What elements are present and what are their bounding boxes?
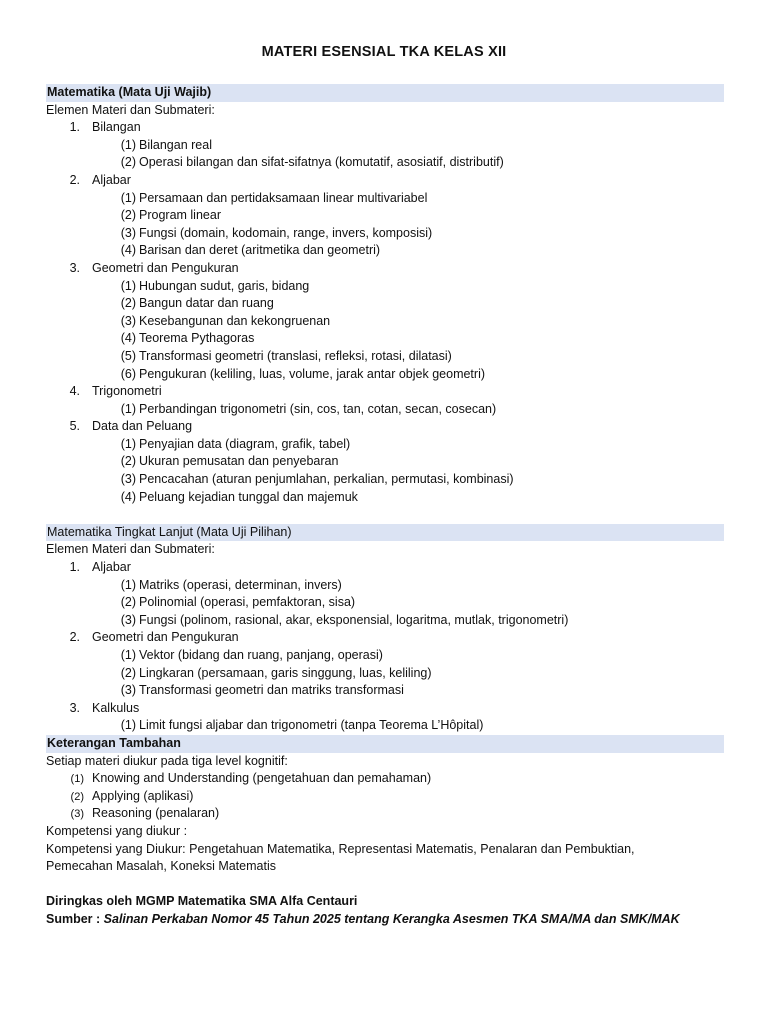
cognitive-level-list [46, 770, 724, 823]
subtopic-item [46, 207, 724, 225]
subtopic-label: Perbandingan trigonometri (sin, cos, tan, cotan, secan, cosecan) [139, 401, 497, 416]
subtopic-item [46, 612, 724, 630]
kompetensi-line-2: Pemecahan Masalah, Koneksi Matematis [46, 859, 276, 874]
subtopic-number: (2) [120, 296, 136, 311]
source-line [46, 911, 724, 929]
subtopic-number: (4) [120, 243, 136, 258]
subtopic-label: Program linear [139, 208, 221, 223]
subtopic-number: (1) [120, 401, 136, 416]
section-header-keterangan-tambahan: Keterangan Tambahan [46, 735, 724, 753]
topic-number: 1. [69, 560, 80, 575]
subtopic-item [46, 717, 724, 735]
subtopic-label: Pencacahan (aturan penjumlahan, perkalian, permutasi, kombinasi) [139, 472, 514, 487]
subtopic-label: Bangun datar dan ruang [139, 296, 274, 311]
subtopic-label: Polinomial (operasi, pemfaktoran, sisa) [139, 595, 356, 610]
topic-list-mata-uji-wajib [46, 119, 724, 506]
subtopic-number: (1) [120, 718, 136, 733]
section-header-mata-uji-wajib: Matematika (Mata Uji Wajib) [46, 84, 724, 102]
subtopic-number: (3) [120, 683, 136, 698]
subtopic-item [46, 137, 724, 155]
subtopic-number: (3) [120, 313, 136, 328]
subtopic-item [46, 348, 724, 366]
topic-number: 3. [69, 700, 80, 715]
cognitive-level-number: (3) [70, 808, 84, 821]
topic-item [46, 172, 724, 190]
topic-item [46, 559, 724, 577]
subtopic-label: Kesebangunan dan kekongruenan [139, 313, 331, 328]
topic-item [46, 418, 724, 436]
subtopic-label: Teorema Pythagoras [139, 331, 255, 346]
subtopic-item [46, 190, 724, 208]
cognitive-level-label: Applying (aplikasi) [92, 788, 194, 803]
cognitive-level-label: Reasoning (penalaran) [92, 806, 220, 821]
subtopic-item [46, 330, 724, 348]
topic-label: Kalkulus [92, 700, 140, 715]
document-body [46, 84, 724, 929]
subtopic-number: (4) [120, 331, 136, 346]
subtopic-label: Ukuran pemusatan dan penyebaran [139, 454, 339, 469]
topic-number: 4. [69, 384, 80, 399]
subtopic-number: (6) [120, 366, 136, 381]
subtopic-label: Vektor (bidang dan ruang, panjang, operasi) [139, 648, 383, 662]
cognitive-level-number: (1) [70, 773, 84, 786]
subtopic-item [46, 313, 724, 331]
subtopic-item [46, 682, 724, 700]
subtopic-label: Bilangan real [139, 137, 212, 152]
subtopic-label: Operasi bilangan dan sifat-sifatnya (komutatif, asosiatif, distributif) [139, 155, 504, 170]
topic-number: 1. [69, 120, 80, 135]
section-intro: Elemen Materi dan Submateri: [46, 542, 215, 557]
subtopic-item [46, 242, 724, 260]
subtopic-label: Penyajian data (diagram, grafik, tabel) [139, 436, 351, 451]
subtopic-item [46, 366, 724, 384]
topic-item [46, 260, 724, 278]
topic-item [46, 700, 724, 718]
subtopic-number: (2) [120, 595, 136, 610]
cognitive-level-item [46, 770, 724, 788]
kompetensi-line-1: Kompetensi yang Diukur: Pengetahuan Matematika, Representasi Matematis, Penalaran dan Pembuktian, [46, 841, 635, 856]
subtopic-number: (1) [120, 137, 136, 152]
subtopic-label: Fungsi (domain, kodomain, range, invers, komposisi) [139, 225, 433, 240]
cognitive-level-item [46, 805, 724, 823]
cognitive-level-number: (2) [70, 790, 84, 803]
topic-label: Aljabar [92, 560, 131, 575]
subtopic-item [46, 401, 724, 419]
section-header-mata-uji-pilihan: Matematika Tingkat Lanjut (Mata Uji Pilihan) [46, 524, 724, 542]
subtopic-label: Hubungan sudut, garis, bidang [139, 278, 310, 293]
topic-label: Bilangan [92, 120, 141, 135]
subtopic-label: Limit fungsi aljabar dan trigonometri (tanpa Teorema L’Hôpital) [139, 718, 484, 733]
topic-number: 2. [69, 172, 80, 187]
subtopic-item [46, 225, 724, 243]
cognitive-levels-intro: Setiap materi diukur pada tiga level kognitif: [46, 753, 288, 768]
credit-line: Diringkas oleh MGMP Matematika SMA Alfa Centauri [46, 894, 358, 909]
topic-item [46, 119, 724, 137]
spacer [46, 506, 724, 524]
subtopic-number: (4) [120, 489, 136, 504]
subtopic-label: Peluang kejadian tunggal dan majemuk [139, 489, 358, 504]
spacer [46, 876, 724, 894]
subtopic-label: Matriks (operasi, determinan, invers) [139, 577, 342, 592]
section-intro: Elemen Materi dan Submateri: [46, 102, 215, 117]
subtopic-number: (2) [120, 454, 136, 469]
topic-label: Trigonometri [92, 384, 162, 399]
subtopic-item [46, 489, 724, 507]
subtopic-item [46, 594, 724, 612]
page-title: MATERI ESENSIAL TKA KELAS XII [261, 44, 507, 60]
subtopic-item [46, 665, 724, 683]
subtopic-number: (1) [120, 436, 136, 451]
subtopic-item [46, 453, 724, 471]
topic-number: 2. [69, 630, 80, 645]
topic-number: 5. [69, 419, 80, 434]
cognitive-level-label: Knowing and Understanding (pengetahuan dan pemahaman) [92, 771, 432, 786]
topic-list-mata-uji-pilihan [46, 559, 724, 735]
subtopic-item [46, 154, 724, 172]
source-label: Sumber : [46, 911, 104, 926]
subtopic-label: Lingkaran (persamaan, garis singgung, luas, keliling) [139, 665, 432, 680]
source-text: Salinan Perkaban Nomor 45 Tahun 2025 tentang Kerangka Asesmen TKA SMA/MA dan SMK/MAK [103, 911, 680, 926]
subtopic-number: (1) [120, 278, 136, 293]
subtopic-number: (1) [120, 190, 136, 205]
subtopic-item [46, 577, 724, 595]
subtopic-number: (5) [120, 348, 136, 363]
subtopic-item [46, 647, 724, 665]
subtopic-label: Persamaan dan pertidaksamaan linear multivariabel [139, 190, 428, 205]
topic-label: Aljabar [92, 172, 131, 187]
cognitive-level-item [46, 788, 724, 806]
subtopic-number: (1) [120, 648, 136, 662]
subtopic-item [46, 471, 724, 489]
subtopic-label: Transformasi geometri (translasi, refleksi, rotasi, dilatasi) [139, 348, 452, 363]
subtopic-item [46, 278, 724, 296]
topic-label: Data dan Peluang [92, 419, 193, 434]
subtopic-number: (2) [120, 208, 136, 223]
subtopic-number: (1) [120, 577, 136, 592]
topic-item [46, 629, 724, 647]
subtopic-label: Transformasi geometri dan matriks transformasi [139, 683, 404, 698]
subtopic-item [46, 436, 724, 454]
topic-number: 3. [69, 260, 80, 275]
subtopic-label: Pengukuran (keliling, luas, volume, jarak antar objek geometri) [139, 366, 486, 381]
subtopic-number: (3) [120, 612, 136, 627]
kompetensi-label: Kompetensi yang diukur : [46, 823, 188, 838]
subtopic-number: (3) [120, 472, 136, 487]
topic-label: Geometri dan Pengukuran [92, 630, 239, 645]
subtopic-number: (2) [120, 665, 136, 680]
topic-item [46, 383, 724, 401]
subtopic-item [46, 295, 724, 313]
subtopic-number: (3) [120, 225, 136, 240]
subtopic-number: (2) [120, 155, 136, 170]
subtopic-label: Fungsi (polinom, rasional, akar, eksponensial, logaritma, mutlak, trigonometri) [139, 612, 569, 627]
topic-label: Geometri dan Pengukuran [92, 260, 239, 275]
subtopic-label: Barisan dan deret (aritmetika dan geometri) [139, 243, 381, 258]
